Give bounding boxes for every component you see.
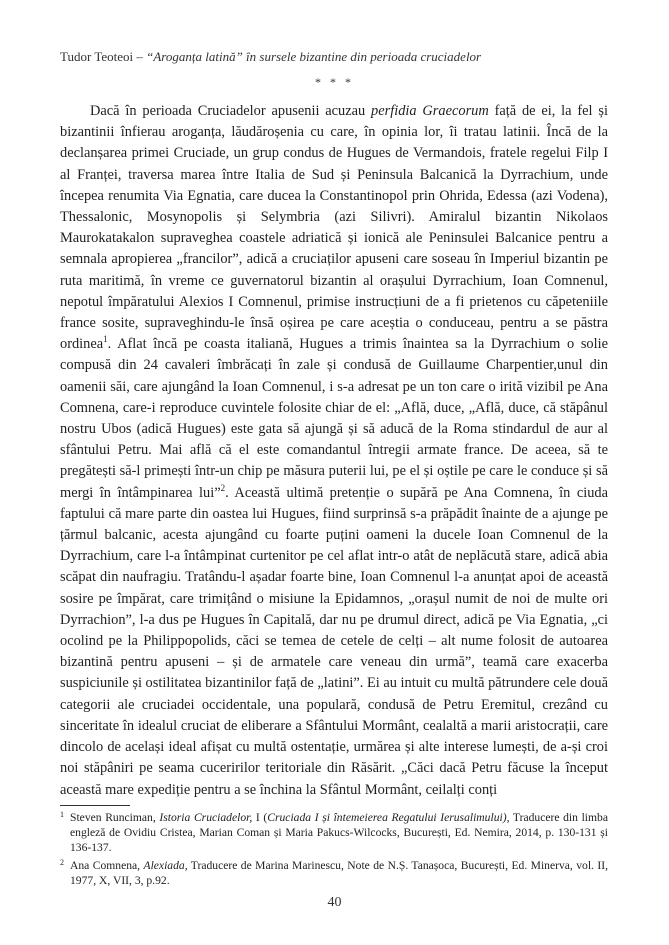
footnote-book-title: Istoria Cruciadelor, (159, 811, 253, 824)
footnote-book-title: Alexiada, (143, 858, 188, 872)
footnotes (60, 810, 608, 890)
footnote-text: Steven Runciman, (70, 811, 160, 824)
header-title: “Aroganța latină” în sursele bizantine din perioada cruciadelor (146, 49, 482, 64)
footnote-2 (60, 858, 608, 888)
body-text-segment: . Această ultimă pretenție o supără pe Ana Comnena, în ciuda faptului că mare parte din oastea lui Hugues, fiind surprinsă s-a prăpădit înainte de a ajunge pe țărmul balcanic, acesta ajungând cu foarte puțini oameni la ducele Ioan Comnenul de la Dyrrachium, care l-a întâmpinat curtenitor pe cel aflat intr-o atât de neplăcută stare, adică abia scăpat din naufragiu. Tratându-l așadar foarte bine, Ioan Comnenul l-a anunțat apoi de această sosire pe împărat, care trimițând o misiune la Epidamnos, „orașul numit de noi de multe ori Dyrrachion”, l-a dus pe Hugues în Capitală, dar nu pe drumul direct, adică pe Via Egnatia, „ci ocolind pe la Philippopolids, căci se temea de cetele de celți – alt nume folosit de autoarea bizantină pentru apuseni – și de armatele care veneau din urmă”, teamă care exacerba suspiciunile și ostilitatea bizantinilor față de „latini”. Ei au intuit cu multă pătrundere cele două categorii ale cruciadei occidentale, una populară, condusă de Petru Eremitul, crezând cu sinceritate în idealul cruciat de eliberare a Sfântului Mormânt, cealaltă a marii aristocrații, care dincolo de același ideal afișat cu multă ostentație, urmărea și alte interese lumești, de a-și croi noi stăpâniri pe seama cuceririlor teritoriale din Răsărit. „Căci dacă Petru făcuse la început această mare expediție pentru a se închina la Sfântul Mormânt, ceilalți conți (60, 484, 608, 798)
footnote-mark: 2 (60, 857, 64, 867)
footnote-text: Traducere din limba engleză de Ovidiu Cristea, Marian Coman și Maria Pakucs-Wilcocks, București, Ed. Nemira, 2014, p. 130-131 și 136-137. (70, 811, 608, 855)
body-text-segment: față de ei, la fel și bizantinii înfierau aroganța, lăudăroșenia cu care, în opinia lor, îi tratau latinii. Încă de la declanșarea primei Cruciade, un grup condus de Hugues de Vermandois, fratele regelui Filp I al Franței, traversa marea între Italia de Sud și Peninsula Balcanică la Dyrrachium, unde începea renumita Via Egnatia, care ducea la Constantinopol prin Ohrida, Edessa (azi Vodena), Thessalonic, Mosynopolis și Selymbria (azi Silivri). Amiralul bizantin Nikolaos Maurokatakalon supraveghea coastele adriatică și ionică ale Peninsulei Balcanice pentru a semnala apropierea „francilor”, adică a cruciaților apuseni care soseau în Imperiul bizantin pe ruta maritimă, în vreme ce guvernatorul bizantin al orașului Dyrrachium, Ioan Comnenul, nepotul împăratului Alexios I Comnenul, primise instrucțiuni de a fi prietenos cu căpeteniile france sosite, supraveghindu-le însă oșirea pe care aceștia o conduceau, pentru a se păstra ordinea (60, 103, 608, 353)
footnote-divider (60, 805, 130, 806)
footnote-ref-1[interactable]: 1 (103, 334, 108, 345)
body-italic-phrase: perfidia Graecorum (371, 103, 489, 119)
header-author: Tudor Teoteoi – (60, 49, 147, 64)
footnote-book-subtitle: Cruciada I și întemeierea Regatului Ierusalimului), (267, 811, 510, 824)
body-text-segment: Dacă în perioada Cruciadelor apusenii acuzau (90, 103, 372, 119)
footnote-mark: 1 (60, 810, 64, 819)
footnote-text: Traducere de Marina Marinescu, Note de N.Ș. Tanașoca, București, Ed. Minerva, vol. II, 1977, X, VII, 3, p.92. (70, 858, 608, 887)
running-header (60, 49, 620, 65)
page-number: 40 (327, 895, 342, 910)
footnote-ref-2[interactable]: 2 (220, 482, 226, 493)
section-separator: * * * (315, 75, 354, 89)
footnote-text: Ana Comnena, (70, 858, 144, 872)
footnote-text: I ( (252, 811, 268, 824)
body-paragraph (60, 101, 608, 801)
body-text-segment: . Aflat încă pe coasta italiană, Hugues a trimis înaintea sa la Dyrrachium o solie compusă din 24 cavaleri îmbrăcați în zale și condusă de Guillaume Charpentier,unul din oamenii săi, care ajungând la Ioan Comnenul, i s-a adresat pe un ton care o irită vizibil pe Ana Comnena, care-i reproduce cuvintele folosite chiar de el: „Află, duce, „Află, duce, că stăpânul nostru Ubos (adică Hugues) este gata să ajungă și să aducă de la Roma stindardul de aur al sfântului Petru. Mai află că el este comandantul întregii armate france. De aceea, să te pregătești să-l primești într-un chip pe măsura puterii lui, pe el și oștile pe care le conduce și să mergi în întâmpinarea lui” (60, 336, 608, 501)
footnote-1 (60, 810, 608, 856)
